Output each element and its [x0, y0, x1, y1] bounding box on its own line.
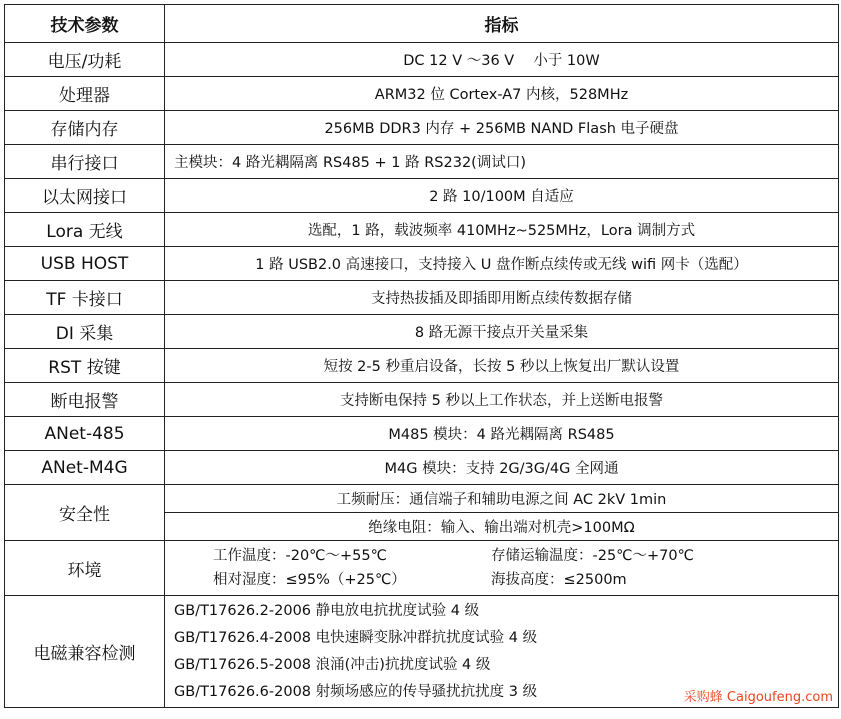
row-value: 1 路 USB2.0 高速接口，支持接入 U 盘作断点续传或无线 wifi 网卡（选配）	[165, 247, 839, 281]
header-row	[5, 5, 839, 43]
table-row	[5, 179, 839, 213]
table-row	[5, 145, 839, 179]
environment-line-2	[165, 568, 838, 592]
environment-key: 环境	[5, 541, 165, 596]
watermark: 采购蜂 Caigoufeng.com	[683, 690, 833, 705]
row-value: M4G 模块：支持 2G/3G/4G 全网通	[165, 451, 839, 485]
row-value: 2 路 10/100M 自适应	[165, 179, 839, 213]
emc-key: 电磁兼容检测	[5, 596, 165, 708]
row-value: 短按 2-5 秒重启设备，长按 5 秒以上恢复出厂默认设置	[165, 349, 839, 383]
row-key: RST 按键	[5, 349, 165, 383]
row-value: DC 12 V ～36 V 小于 10W	[165, 43, 839, 77]
row-key: 串行接口	[5, 145, 165, 179]
row-key: 断电报警	[5, 383, 165, 417]
table-row	[5, 315, 839, 349]
row-key: USB HOST	[5, 247, 165, 281]
safety-key: 安全性	[5, 485, 165, 541]
table-row	[5, 451, 839, 485]
row-key: Lora 无线	[5, 213, 165, 247]
row-key: 以太网接口	[5, 179, 165, 213]
emc-item: GB/T17626.5-2008 浪涌(冲击)抗扰度试验 4 级	[174, 656, 491, 673]
table-row	[5, 43, 839, 77]
environment-row	[5, 541, 839, 596]
table-row	[5, 383, 839, 417]
safety-withstand: 工频耐压：通信端子和辅助电源之间 AC 2kV 1min	[165, 485, 839, 513]
row-value: M485 模块：4 路光耦隔离 RS485	[165, 417, 839, 451]
emc-item: GB/T17626.4-2008 电快速瞬变脉冲群抗扰度试验 4 级	[174, 629, 538, 646]
row-key: DI 采集	[5, 315, 165, 349]
row-value: 主模块：4 路光耦隔离 RS485 + 1 路 RS232(调试口)	[165, 145, 839, 179]
altitude: 海拔高度：≤2500m	[491, 572, 627, 588]
table-row	[5, 417, 839, 451]
emc-item: GB/T17626.2-2006 静电放电抗扰度试验 4 级	[174, 602, 480, 619]
row-key: ANet-485	[5, 417, 165, 451]
safety-insulation: 绝缘电阻：输入、输出端对机壳>100MΩ	[165, 513, 839, 541]
row-key: 电压/功耗	[5, 43, 165, 77]
row-key: TF 卡接口	[5, 281, 165, 315]
row-value: 8 路无源干接点开关量采集	[165, 315, 839, 349]
table-row	[5, 111, 839, 145]
relative-humidity: 相对湿度：≤95%（+25℃）	[213, 572, 406, 588]
row-value: 支持断电保持 5 秒以上工作状态，并上送断电报警	[165, 383, 839, 417]
emc-item: GB/T17626.6-2008 射频场感应的传导骚扰抗扰度 3 级	[174, 683, 538, 700]
safety-row	[5, 485, 839, 513]
environment-value	[165, 541, 839, 596]
table-row	[5, 281, 839, 315]
header-param: 技术参数	[5, 5, 165, 43]
row-value: 选配，1 路，载波频率 410MHz~525MHz，Lora 调制方式	[165, 213, 839, 247]
row-key: 处理器	[5, 77, 165, 111]
table-row	[5, 213, 839, 247]
table-row	[5, 247, 839, 281]
header-spec: 指标	[165, 5, 839, 43]
environment-line-1	[165, 544, 838, 568]
row-key: 存储内存	[5, 111, 165, 145]
storage-temperature: 存储运输温度：-25℃～+70℃	[491, 548, 694, 564]
row-value: 支持热拔插及即插即用断点续传数据存储	[165, 281, 839, 315]
row-value: 256MB DDR3 内存 + 256MB NAND Flash 电子硬盘	[165, 111, 839, 145]
spec-table	[4, 4, 839, 708]
work-temperature: 工作温度：-20℃～+55℃	[213, 548, 387, 564]
row-key: ANet-M4G	[5, 451, 165, 485]
row-value: ARM32 位 Cortex-A7 内核，528MHz	[165, 77, 839, 111]
table-row	[5, 349, 839, 383]
table-row	[5, 77, 839, 111]
